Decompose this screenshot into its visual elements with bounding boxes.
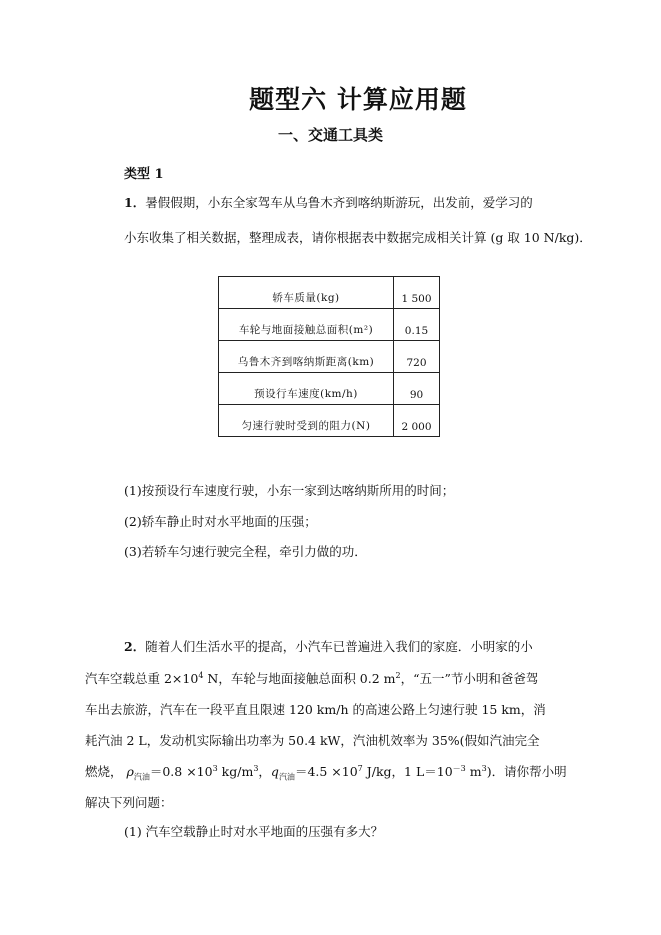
subscript: 汽油: [133, 772, 150, 782]
q-symbol: q: [270, 764, 279, 779]
problem2-line4: 耗汽油 2 L，发动机实际输出功率为 50.4 kW，汽油机效率为 35%(假如汽油完全: [85, 733, 540, 748]
page-title: 题型六 计算应用题: [249, 85, 467, 114]
problem1-question2: (2)轿车静止时对水平地面的压强；: [124, 514, 317, 529]
table-cell-label: 乌鲁木齐到喀纳斯距离(km): [219, 341, 394, 373]
problem1-text1: 暑假假期，小东全家驾车从乌鲁木齐到喀纳斯游玩，出发前，爱学习的: [145, 195, 533, 210]
table-cell-label: 匀速行驶时受到的阻力(N): [219, 405, 394, 437]
problem2-line3: 车出去旅游，汽车在一段平直且限速 120 km/h 的高速公路上匀速行驶 15 km，消: [85, 702, 546, 717]
table-row: [219, 277, 440, 309]
problem1-line2: 小东收集了相关数据，整理成表，请你根据表中数据完成相关计算 (g 取 10 N/kg)．: [124, 230, 592, 245]
problem2-text5c: kg/m: [217, 764, 254, 779]
problem2-text5b: ＝0.8 ×10: [149, 764, 213, 779]
table-cell-label: 车轮与地面接触总面积(m²): [219, 309, 394, 341]
superscript: 7: [357, 763, 363, 773]
superscript: 4: [198, 670, 204, 680]
problem2-line2: [85, 669, 538, 687]
superscript: 3: [253, 763, 259, 773]
problem1-question3: (3)若轿车匀速行驶完全程，牵引力做的功．: [124, 544, 367, 559]
problem2-text1: 随着人们生活水平的提高，小汽车已普遍进入我们的家庭．小明家的小: [145, 639, 533, 654]
problem1-number: 1．: [124, 195, 146, 210]
type-heading: 类型 1: [124, 167, 164, 182]
table-cell-value: 90: [394, 373, 440, 405]
data-table: [218, 276, 440, 437]
table-cell-value: 1 500: [394, 277, 440, 309]
problem2-number: 2．: [124, 639, 146, 654]
table-row: [219, 341, 440, 373]
problem2-text5d: ，: [258, 764, 271, 779]
problem1-line1: [124, 193, 533, 211]
problem2-text5f: J/kg，1 L＝10: [362, 764, 453, 779]
table-cell-label: 轿车质量(kg): [219, 277, 394, 309]
problem2-line5: [85, 762, 567, 783]
problem2-line6: 解决下列问题：: [85, 795, 173, 810]
table-cell-value: 720: [394, 341, 440, 373]
table-row: [219, 309, 440, 341]
superscript: 3: [212, 763, 218, 773]
problem2-text2a: 汽车空载总重 2×10: [85, 671, 199, 686]
problem2-text5a: 燃烧，: [85, 764, 123, 779]
problem2-line1: [124, 637, 533, 655]
problem2-text5h: )．请你帮小明: [486, 764, 567, 779]
table-cell-label: 预设行车速度(km/h): [219, 373, 394, 405]
problem2-text5e: ＝4.5 ×10: [294, 764, 358, 779]
problem2-question1: (1) 汽车空载静止时对水平地面的压强有多大？: [124, 824, 384, 839]
section-subtitle: 一、交通工具类: [277, 126, 383, 144]
superscript: －3: [452, 763, 466, 773]
table-row: [219, 373, 440, 405]
table-cell-value: 2 000: [394, 405, 440, 437]
table-cell-value: 0.15: [394, 309, 440, 341]
problem2-text5g: m: [465, 764, 482, 779]
subscript: 汽油: [278, 772, 295, 782]
problem2-text2b: N，车轮与地面接触总面积 0.2 m: [203, 671, 396, 686]
problem2-text2c: ，“五一”节小明和爸爸驾: [400, 671, 539, 686]
problem1-question1: (1)按预设行车速度行驶，小东一家到达喀纳斯所用的时间；: [124, 483, 455, 498]
superscript: 2: [395, 670, 401, 680]
rho-symbol: ρ: [126, 764, 134, 779]
table-row: [219, 405, 440, 437]
superscript: 3: [481, 763, 487, 773]
